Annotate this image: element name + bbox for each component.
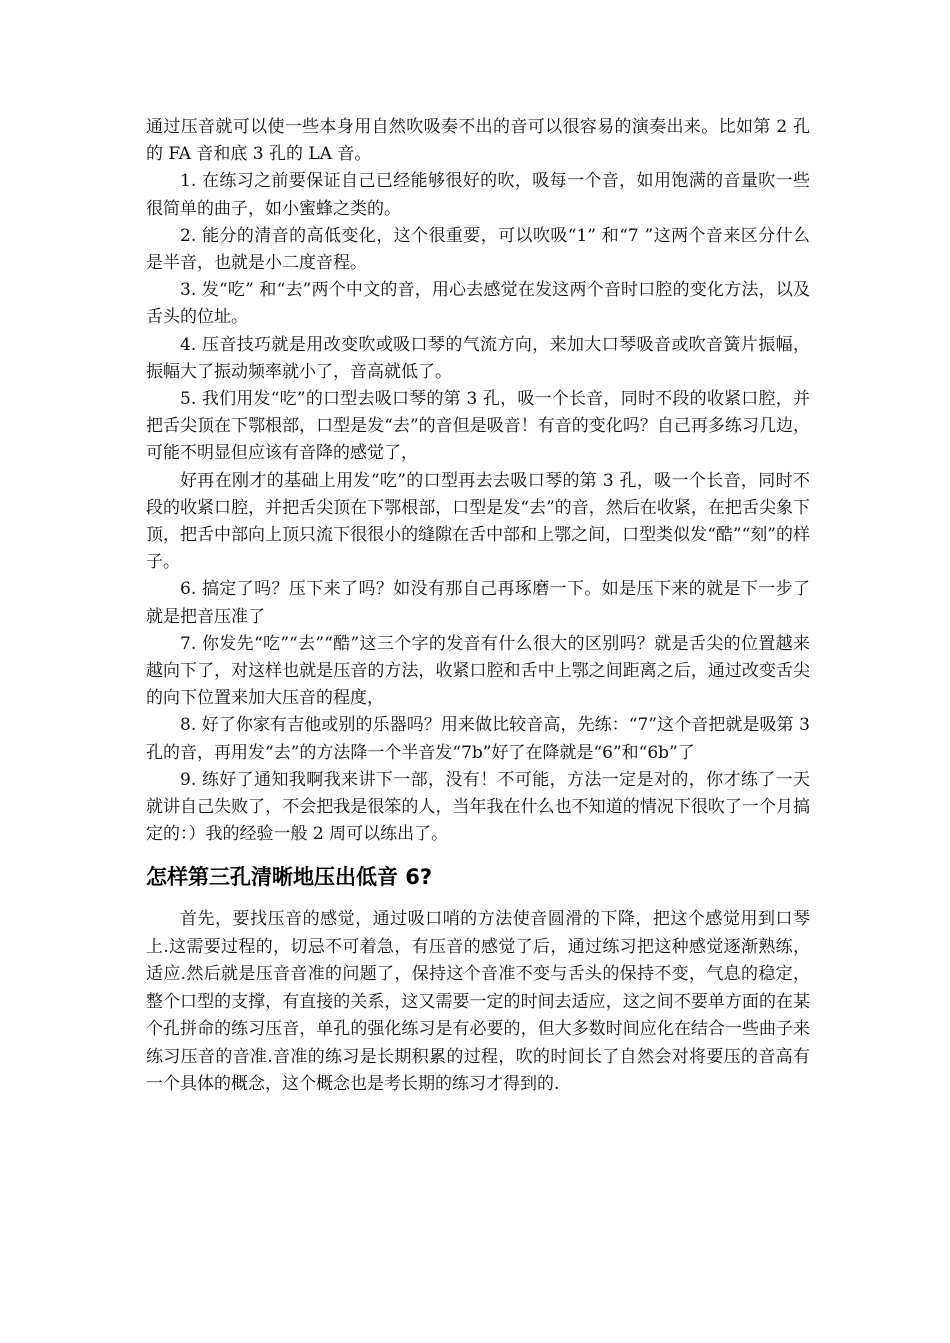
step-7-paragraph: 7. 你发先“吃”“去”“酷”这三个字的发音有什么很大的区别吗？就是舌尖的位置越来越向下了，对这样也就是压音的方法，收紧口腔和舌中上鄂之间距离之后，通过改变舌尖的向下位置来加大压音的程度， [146, 633, 810, 709]
section-heading: 怎样第三孔清晰地压出低音 6? [146, 865, 433, 890]
step-5-paragraph: 5. 我们用发“吃”的口型去吸口琴的第 3 孔，吸一个长音，同时不段的收紧口腔，并把舌尖顶在下鄂根部，口型是发“去”的音但是吸音！有音的变化吗？自己再多练习几边，可能不明显但应该有音降的感觉了， [146, 389, 810, 464]
document-page [146, 114, 810, 1098]
step-8-paragraph: 8. 好了你家有吉他或别的乐器吗？用来做比较音高，先练：“7”这个音把就是吸第 3 孔的音，再用发“去”的方法降一个半音发“7b”好了在降就是“6”和“6b”了 [146, 715, 810, 763]
section-body [146, 906, 810, 1098]
step-5-continued-paragraph: 好再在刚才的基础上用发“吃”的口型再去去吸口琴的第 3 孔，吸一个长音，同时不段的收紧口腔，并把舌尖顶在下鄂根部，口型是发“去”的音，然后在收紧，在把舌尖象下顶，把舌中部向上顶只流下很很小的缝隙在舌中部和上鄂之间，口型类似发“酷”“刻”的样子。 [146, 470, 810, 573]
step-2-paragraph: 2. 能分的清音的高低变化，这个很重要，可以吹吸“1” 和“7 ”这两个音来区分什么是半音，也就是小二度音程。 [146, 225, 810, 274]
step-4-paragraph: 4. 压音技巧就是用改变吹或吸口琴的气流方向，来加大口琴吸音或吹音簧片振幅，振幅大了振动频率就小了，音高就低了。 [146, 334, 810, 382]
intro-paragraph: 通过压音就可以使一些本身用自然吹吸奏不出的音可以很容易的演奏出来。比如第 2 孔的 FA 音和底 3 孔的 LA 音。 [146, 117, 810, 165]
section-body-paragraph: 首先，要找压音的感觉，通过吸口哨的方法使音圆滑的下降，把这个感觉用到口琴上.这需要过程的，切忌不可着急，有压音的感觉了后，通过练习把这种感觉逐渐熟练，适应.然后就是压音音准的问题了，保持这个音准不变与舌头的保持不变，气息的稳定，整个口型的支撑，有直接的关系，这又需要一定的时间去适应，这之间不要单方面的在某个孔拼命的练习压音，单孔的强化练习是有必要的，但大多数时间应化在结合一些曲子来练习压音的音准.音准的练习是长期积累的过程，吹的时间长了自然会对将要压的音高有一个具体的概念，这个概念也是考长期的练习才得到的. [146, 909, 810, 1094]
step-6-paragraph: 6. 搞定了吗？压下来了吗？如没有那自己再琢磨一下。如是压下来的就是下一步了就是把音压准了 [146, 579, 810, 627]
step-9-paragraph: 9. 练好了通知我啊我来讲下一部，没有！不可能，方法一定是对的，你才练了一天就讲自己失败了，不会把我是很笨的人，当年我在什么也不知道的情况下很吹了一个月搞定的：）我的经验一般 2 周可以练出了。 [146, 769, 810, 845]
step-1-paragraph: 1. 在练习之前要保证自己已经能够很好的吹，吸每一个音，如用饱满的音量吹一些很简单的曲子，如小蜜蜂之类的。 [146, 171, 810, 219]
step-3-paragraph: 3. 发“吃” 和“去”两个中文的音，用心去感觉在发这两个音时口腔的变化方法，以及舌头的位址。 [146, 280, 810, 328]
